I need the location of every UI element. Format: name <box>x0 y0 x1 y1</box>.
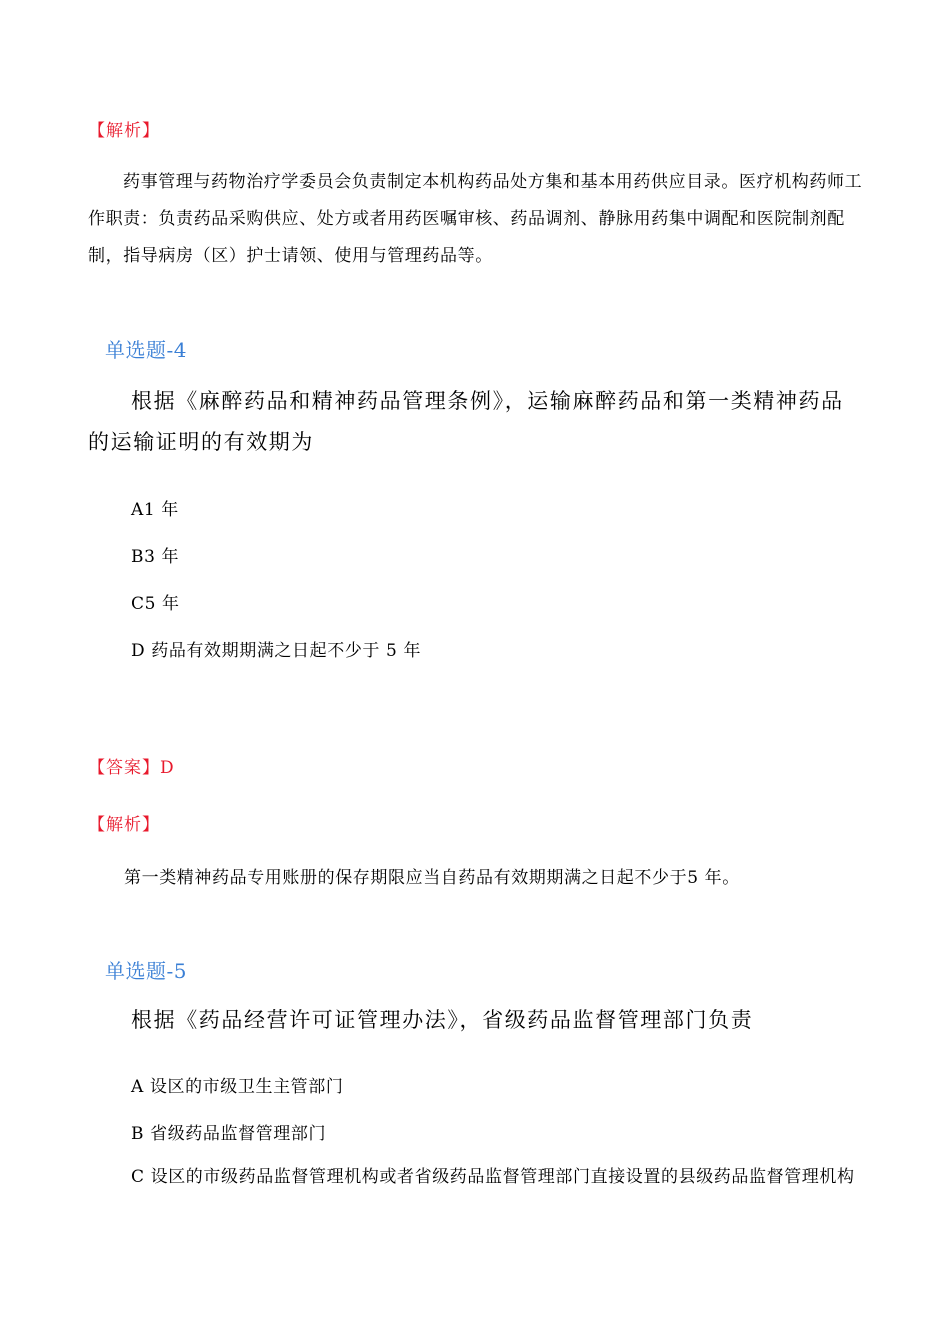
analysis-label: 【解析】 <box>88 815 160 835</box>
analysis-text: 药事管理与药物治疗学委员会负责制定本机构药品处方集和基本用药供应目录。医疗机构药师工作职责：负责药品采购供应、处方或者用药医嘱审核、药品调剂、静脉用药集中调配和医院制剂配制，指导病房（区）护士请领、使用与管理药品等。 <box>88 172 863 266</box>
question-4-option-c: C5 年 <box>131 594 180 614</box>
question-5-text: 根据《药品经营许可证管理办法》，省级药品监督管理部门负责 <box>131 1008 754 1032</box>
analysis-label: 【解析】 <box>88 121 160 141</box>
question-5-option-a: A 设区的市级卫生主管部门 <box>131 1077 344 1097</box>
answer-label: 【答案】 <box>88 758 160 778</box>
question-4-option-a: A1 年 <box>131 500 179 520</box>
question-4-heading: 单选题-4 <box>105 338 187 362</box>
question-4-option-b: B3 年 <box>131 547 180 567</box>
question-4-text: 根据《麻醉药品和精神药品管理条例》，运输麻醉药品和第一类精神药品的运输证明的有效期为 <box>88 389 844 454</box>
question-5-heading: 单选题-5 <box>105 959 187 983</box>
question-4-option-d: D 药品有效期期满之日起不少于 5 年 <box>131 641 422 661</box>
question-5-option-b: B 省级药品监督管理部门 <box>131 1124 327 1144</box>
answer-line <box>88 753 175 778</box>
question-5-option-c: C 设区的市级药品监督管理机构或者省级药品监督管理部门直接设置的县级药品监督管理机构 <box>131 1167 855 1187</box>
answer-value: D <box>160 758 175 778</box>
analysis-text: 第一类精神药品专用账册的保存期限应当自药品有效期期满之日起不少于5 年。 <box>124 868 740 888</box>
